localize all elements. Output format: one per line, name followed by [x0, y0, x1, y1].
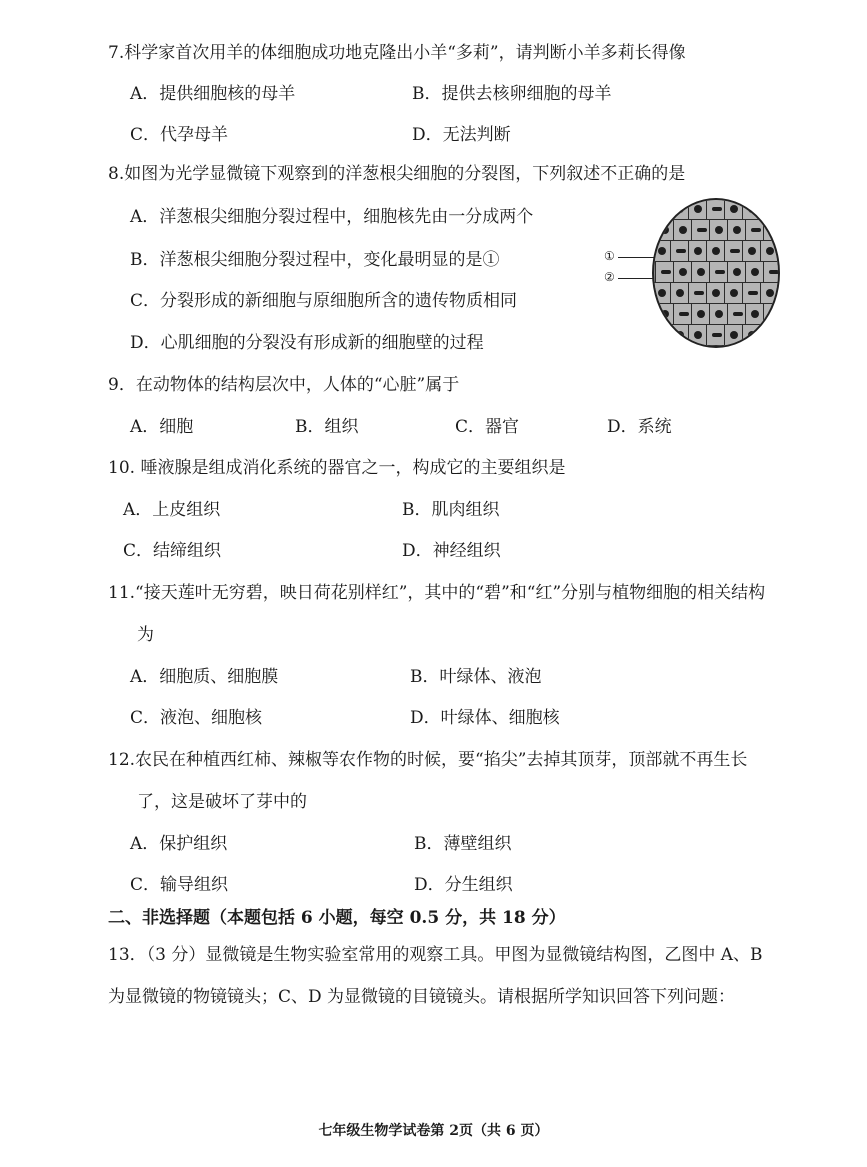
micrograph-nucleus: [766, 207, 776, 211]
micrograph-nucleus: [679, 268, 687, 276]
micrograph-nucleus: [661, 310, 669, 318]
micrograph-cell: [652, 324, 672, 346]
q10-option-b: B．肌肉组织: [402, 500, 500, 520]
micrograph-cell: [670, 324, 690, 346]
micrograph-nucleus: [697, 268, 705, 276]
onion-root-tip-micrograph: [652, 198, 780, 348]
micrograph-cell: [709, 303, 729, 325]
micrograph-cell: [652, 198, 672, 220]
micrograph-nucleus: [766, 247, 774, 255]
micrograph-cell: [655, 261, 675, 283]
q7-option-c: C．代孕母羊: [130, 125, 229, 145]
micrograph-cell: [673, 261, 693, 283]
micrograph-nucleus: [730, 205, 738, 213]
figure-label-1: ①: [604, 249, 615, 263]
q8-option-b: B．洋葱根尖细胞分裂过程中，变化最明显的是①: [130, 250, 500, 270]
micrograph-nucleus: [658, 247, 666, 255]
micrograph-nucleus: [679, 226, 687, 234]
q8-stem: 8.如图为光学显微镜下观察到的洋葱根尖细胞的分裂图，下列叙述不正确的是: [108, 164, 686, 184]
q12-option-b: B．薄壁组织: [414, 834, 512, 854]
micrograph-nucleus: [712, 247, 720, 255]
micrograph-cell: [670, 282, 690, 304]
micrograph-nucleus: [748, 331, 756, 339]
q12-stem: 12.农民在种植西红柿、辣椒等农作物的时候，要“掐尖”去掉其顶芽，顶部就不再生长: [108, 750, 748, 770]
micrograph-nucleus: [676, 289, 684, 297]
q12-option-c: C．输导组织: [130, 875, 229, 895]
micrograph-cell: [691, 219, 711, 241]
figure-label-2: ②: [604, 270, 615, 284]
q11-stem: 11.“接天莲叶无穷碧，映日荷花别样红”，其中的“碧”和“红”分别与植物细胞的相关结构: [108, 583, 766, 603]
micrograph-cell: [727, 261, 747, 283]
q10-stem: 10. 唾液腺是组成消化系统的器官之一，构成它的主要组织是: [108, 458, 566, 478]
micrograph-nucleus: [694, 291, 704, 295]
micrograph-cell: [760, 240, 780, 262]
micrograph-nucleus: [697, 228, 707, 232]
q7-option-a: A．提供细胞核的母羊: [130, 84, 296, 104]
micrograph-cell: [706, 282, 726, 304]
micrograph-nucleus: [676, 331, 684, 339]
micrograph-cell: [763, 261, 780, 283]
micrograph-nucleus: [733, 268, 741, 276]
micrograph-cell: [742, 324, 762, 346]
micrograph-nucleus: [730, 331, 738, 339]
q11-stem-continued: 为: [137, 625, 154, 645]
micrograph-cell: [709, 261, 729, 283]
micrograph-cell: [670, 198, 690, 220]
micrograph-cell: [670, 240, 690, 262]
micrograph-cell: [727, 303, 747, 325]
micrograph-cell: [688, 324, 708, 346]
micrograph-nucleus: [751, 268, 759, 276]
micrograph-nucleus: [661, 226, 669, 234]
micrograph-cell: [760, 282, 780, 304]
micrograph-cell: [763, 303, 780, 325]
micrograph-cell: [724, 198, 744, 220]
micrograph-cell: [673, 303, 693, 325]
q10-option-a: A．上皮组织: [123, 500, 221, 520]
q8-option-d: D．心肌细胞的分裂没有形成新的细胞壁的过程: [130, 333, 484, 353]
q8-option-c: C．分裂形成的新细胞与原细胞所含的遗传物质相同: [130, 291, 518, 311]
micrograph-nucleus: [676, 205, 684, 213]
q9-option-d: D．系统: [607, 417, 672, 437]
q9-option-a: A．细胞: [130, 417, 194, 437]
micrograph-nucleus: [748, 291, 758, 295]
micrograph-nucleus: [730, 249, 740, 253]
q9-stem: 9．在动物体的结构层次中，人体的“心脏”属于: [108, 375, 460, 395]
micrograph-cell: [724, 324, 744, 346]
micrograph-cell: [691, 261, 711, 283]
micrograph-nucleus: [715, 226, 723, 234]
section-2-title: 二、非选择题（本题包括 6 小题，每空 0.5 分，共 18 分）: [108, 908, 566, 928]
micrograph-cell: [760, 198, 780, 220]
micrograph-nucleus: [712, 333, 722, 337]
micrograph-cell: [724, 240, 744, 262]
q11-option-c: C．液泡、细胞核: [130, 708, 263, 728]
micrograph-cell: [652, 240, 672, 262]
micrograph-nucleus: [715, 310, 723, 318]
micrograph-nucleus: [730, 289, 738, 297]
micrograph-cell: [706, 324, 726, 346]
q7-option-b: B．提供去核卵细胞的母羊: [412, 84, 612, 104]
micrograph-cell: [763, 219, 780, 241]
micrograph-nucleus: [769, 270, 779, 274]
cell-grid: [654, 200, 778, 346]
q7-option-d: D．无法判断: [412, 125, 511, 145]
micrograph-nucleus: [715, 270, 725, 274]
micrograph-cell: [655, 219, 675, 241]
micrograph-cell: [742, 240, 762, 262]
q12-option-a: A．保护组织: [130, 834, 228, 854]
q8-option-a: A．洋葱根尖细胞分裂过程中，细胞核先由一分成两个: [130, 207, 534, 227]
micrograph-nucleus: [658, 333, 668, 337]
micrograph-cell: [673, 219, 693, 241]
micrograph-cell: [706, 198, 726, 220]
micrograph-nucleus: [658, 289, 666, 297]
micrograph-nucleus: [694, 205, 702, 213]
micrograph-nucleus: [733, 226, 741, 234]
micrograph-nucleus: [676, 249, 686, 253]
page-footer: 七年级生物学试卷第 2页（共 6 页）: [318, 1123, 549, 1139]
micrograph-cell: [709, 219, 729, 241]
micrograph-cell: [760, 324, 780, 346]
micrograph-cell: [691, 303, 711, 325]
micrograph-cell: [745, 261, 765, 283]
q11-option-d: D．叶绿体、细胞核: [410, 708, 560, 728]
micrograph-cell: [688, 198, 708, 220]
micrograph-cell: [742, 282, 762, 304]
micrograph-cell: [688, 282, 708, 304]
micrograph-cell: [742, 198, 762, 220]
micrograph-cell: [688, 240, 708, 262]
q13-line-2: 为显微镜的物镜镜头；C、D 为显微镜的目镜镜头。请根据所学知识回答下列问题：: [108, 987, 736, 1007]
micrograph-nucleus: [769, 310, 777, 318]
q10-option-c: C．结缔组织: [123, 541, 222, 561]
micrograph-nucleus: [748, 247, 756, 255]
q12-option-d: D．分生组织: [414, 875, 513, 895]
micrograph-cell: [745, 219, 765, 241]
micrograph-nucleus: [694, 331, 702, 339]
micrograph-nucleus: [766, 289, 774, 297]
micrograph-nucleus: [766, 333, 776, 337]
micrograph-nucleus: [694, 247, 702, 255]
q7-stem: 7.科学家首次用羊的体细胞成功地克隆出小羊“多莉”，请判断小羊多莉长得像: [108, 43, 686, 63]
micrograph-nucleus: [661, 270, 671, 274]
micrograph-cell: [655, 303, 675, 325]
q11-option-a: A．细胞质、细胞膜: [130, 667, 279, 687]
q11-option-b: B．叶绿体、液泡: [410, 667, 542, 687]
micrograph-nucleus: [751, 310, 759, 318]
q13-line-1: 13．（3 分）显微镜是生物实验室常用的观察工具。甲图为显微镜结构图，乙图中 A、B: [108, 945, 763, 965]
micrograph-nucleus: [733, 312, 743, 316]
q12-stem-continued: 了，这是破坏了芽中的: [137, 792, 307, 812]
micrograph-cell: [745, 303, 765, 325]
micrograph-nucleus: [697, 310, 705, 318]
micrograph-nucleus: [769, 226, 777, 234]
micrograph-nucleus: [748, 205, 756, 213]
micrograph-cell: [727, 219, 747, 241]
q9-option-c: C．器官: [455, 417, 520, 437]
micrograph-cell: [652, 282, 672, 304]
micrograph-nucleus: [751, 228, 761, 232]
micrograph-nucleus: [679, 312, 689, 316]
micrograph-cell: [706, 240, 726, 262]
micrograph-nucleus: [712, 207, 722, 211]
q10-option-d: D．神经组织: [402, 541, 501, 561]
q9-option-b: B．组织: [295, 417, 359, 437]
micrograph-nucleus: [658, 207, 668, 211]
micrograph-nucleus: [712, 289, 720, 297]
micrograph-cell: [724, 282, 744, 304]
